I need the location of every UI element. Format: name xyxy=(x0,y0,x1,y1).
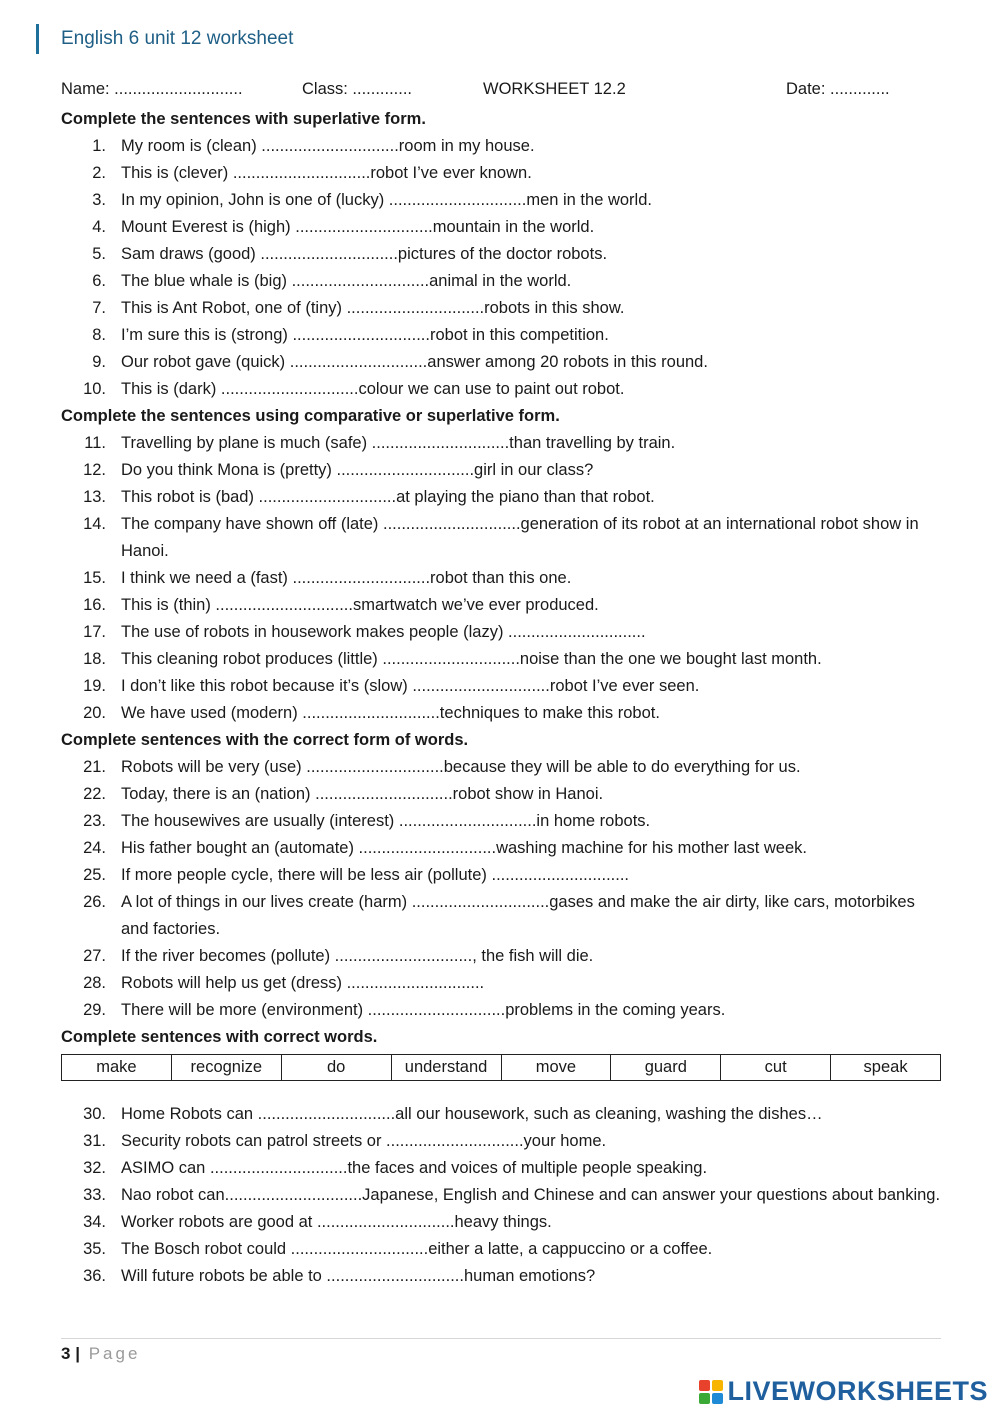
exercise-item xyxy=(61,133,941,160)
item-number: 1. xyxy=(92,137,106,155)
item-number: 16. xyxy=(83,596,106,614)
section-title: Complete the sentences using comparative or superlative form. xyxy=(61,407,560,425)
word-bank-cell: cut xyxy=(721,1055,831,1081)
item-sentence[interactable]: We have used (modern) ..............................techniques to make this robot. xyxy=(121,704,660,722)
item-sentence[interactable]: Today, there is an (nation) ..............................robot show in Hanoi. xyxy=(121,785,604,803)
header-bar xyxy=(36,24,293,54)
item-sentence[interactable]: I don’t like this robot because it’s (slow) ..............................robot I’ve ever seen. xyxy=(121,677,700,695)
exercise-item xyxy=(61,700,941,727)
word-bank-cell: guard xyxy=(611,1055,721,1081)
item-sentence[interactable]: If the river becomes (pollute) .............................., the fish will die. xyxy=(121,947,594,965)
item-number: 9. xyxy=(92,353,106,371)
exercise-item xyxy=(61,241,941,268)
item-number: 2. xyxy=(92,164,106,182)
item-number: 17. xyxy=(83,623,106,641)
exercise-item xyxy=(61,862,941,889)
exercise-item xyxy=(61,1101,941,1128)
item-number: 8. xyxy=(92,326,106,344)
section-title: Complete sentences with the correct form of words. xyxy=(61,731,469,749)
item-number: 14. xyxy=(83,515,106,533)
exercise-item xyxy=(61,1128,941,1155)
item-sentence[interactable]: My room is (clean) ..............................room in my house. xyxy=(121,137,535,155)
item-number: 29. xyxy=(83,1001,106,1019)
item-sentence[interactable]: This cleaning robot produces (little) ..............................noise than the one we bought last month. xyxy=(121,650,822,668)
worksheet-label: WORKSHEET 12.2 xyxy=(483,80,626,98)
item-number: 32. xyxy=(83,1159,106,1177)
exercise-item xyxy=(61,1236,941,1263)
name-field[interactable]: Name: ............................ xyxy=(61,80,243,98)
exercise-item xyxy=(61,484,941,511)
logo-text: LIVEWORKSHEETS xyxy=(727,1376,988,1406)
word-bank-cell: move xyxy=(501,1055,611,1081)
item-sentence[interactable]: A lot of things in our lives create (harm) ..............................gases and make the air dirty, like cars, motorbikes and factories. xyxy=(121,893,915,938)
item-sentence[interactable]: The blue whale is (big) ..............................animal in the world. xyxy=(121,272,572,290)
page-number: 3 xyxy=(61,1344,71,1363)
exercise-item xyxy=(61,808,941,835)
item-sentence[interactable]: Security robots can patrol streets or ..............................your home. xyxy=(121,1132,607,1150)
page-footer xyxy=(61,1344,140,1364)
exercise-item xyxy=(61,349,941,376)
item-number: 19. xyxy=(83,677,106,695)
item-sentence[interactable]: Travelling by plane is much (safe) ..............................than travelling by train. xyxy=(121,434,676,452)
item-number: 3. xyxy=(92,191,106,209)
item-number: 23. xyxy=(83,812,106,830)
item-sentence[interactable]: This robot is (bad) ..............................at playing the piano than that robot. xyxy=(121,488,655,506)
item-sentence[interactable]: Worker robots are good at ..............................heavy things. xyxy=(121,1213,552,1231)
item-sentence[interactable]: I’m sure this is (strong) ..............................robot in this competition. xyxy=(121,326,609,344)
item-sentence[interactable]: The housewives are usually (interest) ..............................in home robots. xyxy=(121,812,651,830)
item-sentence[interactable]: The company have shown off (late) ..............................generation of its robot at an international robot show in Hanoi. xyxy=(121,515,919,560)
exercise-content xyxy=(61,106,941,1290)
exercise-item xyxy=(61,187,941,214)
section-title: Complete sentences with correct words. xyxy=(61,1028,378,1046)
exercise-item xyxy=(61,754,941,781)
item-sentence[interactable]: His father bought an (automate) ..............................washing machine for his mother last week. xyxy=(121,839,807,857)
item-number: 11. xyxy=(84,434,106,452)
word-bank-cell: do xyxy=(281,1055,391,1081)
exercise-item xyxy=(61,214,941,241)
item-sentence[interactable]: Nao robot can..............................Japanese, English and Chinese and can answer your questions about banking. xyxy=(121,1186,941,1204)
exercise-item xyxy=(61,970,941,997)
item-number: 6. xyxy=(92,272,106,290)
exercise-item xyxy=(61,1263,941,1290)
word-bank-cell: recognize xyxy=(171,1055,281,1081)
item-number: 24. xyxy=(83,839,106,857)
page-separator: | xyxy=(75,1344,80,1363)
exercise-item xyxy=(61,565,941,592)
exercise-item xyxy=(61,511,941,565)
exercise-item xyxy=(61,295,941,322)
item-sentence[interactable]: Mount Everest is (high) ..............................mountain in the world. xyxy=(121,218,595,236)
exercise-item xyxy=(61,160,941,187)
exercise-item xyxy=(61,1155,941,1182)
item-number: 34. xyxy=(83,1213,106,1231)
item-number: 4. xyxy=(92,218,106,236)
item-number: 36. xyxy=(83,1267,106,1285)
item-sentence[interactable]: The Bosch robot could ..............................either a latte, a cappuccino or a coffee. xyxy=(121,1240,713,1258)
item-sentence[interactable]: Home Robots can ..............................all our housework, such as cleaning, washing the dishes… xyxy=(121,1105,823,1123)
item-number: 7. xyxy=(92,299,106,317)
exercise-item xyxy=(61,835,941,862)
liveworksheets-logo xyxy=(699,1376,988,1407)
word-bank-cell: understand xyxy=(391,1055,501,1081)
item-sentence[interactable]: This is (thin) ..............................smartwatch we’ve ever produced. xyxy=(121,596,599,614)
item-number: 26. xyxy=(83,893,106,911)
item-sentence[interactable]: Do you think Mona is (pretty) ..............................girl in our class? xyxy=(121,461,594,479)
liveworksheets-icon xyxy=(699,1380,723,1404)
item-sentence[interactable]: This is Ant Robot, one of (tiny) ..............................robots in this show. xyxy=(121,299,625,317)
exercise-item xyxy=(61,673,941,700)
footer-divider xyxy=(61,1338,941,1339)
word-bank-cell: make xyxy=(62,1055,172,1081)
exercise-item xyxy=(61,997,941,1024)
item-number: 33. xyxy=(83,1186,106,1204)
exercise-item xyxy=(61,889,941,943)
item-number: 27. xyxy=(83,947,106,965)
exercise-item xyxy=(61,376,941,403)
worksheet-title: English 6 unit 12 worksheet xyxy=(61,28,294,49)
logo-square xyxy=(699,1393,710,1404)
word-bank-row xyxy=(62,1055,941,1081)
item-sentence[interactable]: Sam draws (good) ..............................pictures of the doctor robots. xyxy=(121,245,608,263)
item-sentence[interactable]: Our robot gave (quick) ..............................answer among 20 robots in this round. xyxy=(121,353,708,371)
item-sentence[interactable]: If more people cycle, there will be less air (pollute) .............................. xyxy=(121,866,630,884)
word-bank-cell: speak xyxy=(831,1055,941,1081)
item-number: 28. xyxy=(83,974,106,992)
exercise-item xyxy=(61,322,941,349)
item-sentence[interactable]: Will future robots be able to ..............................human emotions? xyxy=(121,1267,596,1285)
class-field[interactable]: Class: ............. xyxy=(302,80,413,98)
exercise-item xyxy=(61,943,941,970)
item-number: 18. xyxy=(83,650,106,668)
item-number: 25. xyxy=(83,866,106,884)
item-number: 5. xyxy=(92,245,106,263)
logo-square xyxy=(712,1393,723,1404)
item-sentence[interactable]: In my opinion, John is one of (lucky) ..............................men in the world. xyxy=(121,191,652,209)
exercise-item xyxy=(61,592,941,619)
item-number: 30. xyxy=(83,1105,106,1123)
item-sentence[interactable]: This is (dark) ..............................colour we can use to paint out robot. xyxy=(121,380,625,398)
exercise-item xyxy=(61,646,941,673)
item-number: 35. xyxy=(83,1240,106,1258)
item-number: 10. xyxy=(83,380,106,398)
section-title: Complete the sentences with superlative form. xyxy=(61,110,426,128)
exercise-item xyxy=(61,268,941,295)
exercise-item xyxy=(61,619,941,646)
logo-square xyxy=(699,1380,710,1391)
exercise-item xyxy=(61,457,941,484)
item-number: 20. xyxy=(83,704,106,722)
item-sentence[interactable]: Robots will be very (use) ..............................because they will be able to do everything for us. xyxy=(121,758,801,776)
exercise-item xyxy=(61,1209,941,1236)
item-sentence[interactable]: This is (clever) ..............................robot I’ve ever known. xyxy=(121,164,532,182)
student-info-row xyxy=(61,80,941,102)
item-sentence[interactable]: Robots will help us get (dress) .............................. xyxy=(121,974,485,992)
exercise-item xyxy=(61,1182,941,1209)
item-sentence[interactable]: I think we need a (fast) ..............................robot than this one. xyxy=(121,569,572,587)
exercise-item xyxy=(61,781,941,808)
item-number: 21. xyxy=(83,758,106,776)
item-number: 31. xyxy=(83,1132,106,1150)
exercise-item xyxy=(61,430,941,457)
item-sentence[interactable]: There will be more (environment) ..............................problems in the coming years. xyxy=(121,1001,726,1019)
item-number: 22. xyxy=(83,785,106,803)
item-sentence[interactable]: ASIMO can ..............................the faces and voices of multiple people speaking. xyxy=(121,1159,708,1177)
word-bank-table xyxy=(61,1054,941,1081)
item-number: 15. xyxy=(83,569,106,587)
item-sentence[interactable]: The use of robots in housework makes people (lazy) .............................. xyxy=(121,623,646,641)
item-number: 13. xyxy=(83,488,106,506)
item-number: 12. xyxy=(83,461,106,479)
page-label: Page xyxy=(88,1344,141,1363)
logo-square xyxy=(712,1380,723,1391)
date-field[interactable]: Date: ............. xyxy=(786,80,890,98)
